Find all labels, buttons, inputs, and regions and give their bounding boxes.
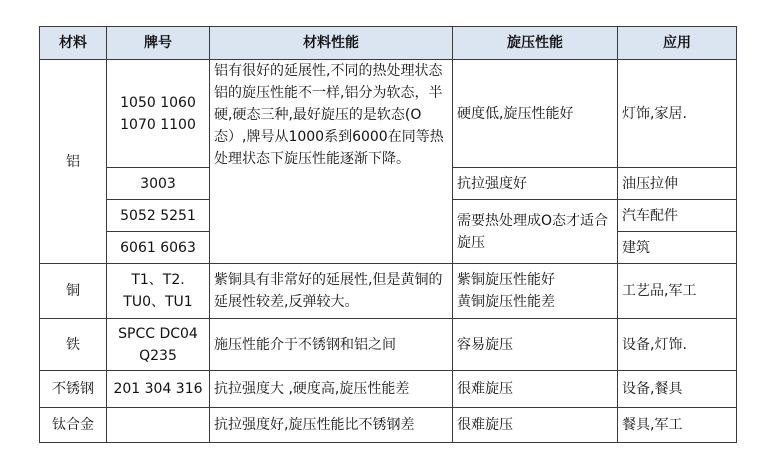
table-row xyxy=(40,264,737,319)
spinning-cell: 硬度低,旋压性能好 xyxy=(453,60,618,168)
grade-cell: 6061 6063 xyxy=(107,232,210,264)
spinning-cell: 很难旋压 xyxy=(453,371,618,408)
spinning-cell: 需要热处理成O态才适合旋压 xyxy=(453,200,618,264)
application-cell: 油压拉伸 xyxy=(618,168,737,200)
material-cell-iron: 铁 xyxy=(40,319,107,371)
spinning-cell: 紫铜旋压性能好 黄铜旋压性能差 xyxy=(453,264,618,319)
application-cell: 餐具,军工 xyxy=(618,408,737,443)
material-cell-stainless: 不锈钢 xyxy=(40,371,107,408)
grade-cell: 201 304 316 xyxy=(107,371,210,408)
table-row xyxy=(40,408,737,443)
grade-cell xyxy=(107,408,210,443)
header-grade: 牌号 xyxy=(107,27,210,60)
application-cell: 灯饰,家居. xyxy=(618,60,737,168)
properties-cell: 紫铜具有非常好的延展性,但是黄铜的延展性较差,反弹较大。 xyxy=(210,264,453,319)
application-cell: 汽车配件 xyxy=(618,200,737,232)
material-cell-copper: 铜 xyxy=(40,264,107,319)
table-row xyxy=(40,319,737,371)
spinning-cell: 很难旋压 xyxy=(453,408,618,443)
application-cell: 工艺品,军工 xyxy=(618,264,737,319)
grade-cell: T1、T2. TU0、TU1 xyxy=(107,264,210,319)
properties-cell-aluminum: 铝有很好的延展性,不同的热处理状态铝的旋压性能不一样,铝分为软态，半硬,硬态三种,最好旋压的是软态(O态）,牌号从1000系到6000在同等热处理状态下旋压性能逐渐下降。 xyxy=(210,60,453,264)
spinning-cell: 抗拉强度好 xyxy=(453,168,618,200)
spinning-cell: 容易旋压 xyxy=(453,319,618,371)
header-application: 应用 xyxy=(618,27,737,60)
grade-cell: 5052 5251 xyxy=(107,200,210,232)
header-spinning: 旋压性能 xyxy=(453,27,618,60)
materials-table xyxy=(39,26,737,443)
application-cell: 设备,餐具 xyxy=(618,371,737,408)
properties-cell: 抗拉强度大 ,硬度高,旋压性能差 xyxy=(210,371,453,408)
header-material: 材料 xyxy=(40,27,107,60)
header-row xyxy=(40,27,737,60)
table-row xyxy=(40,60,737,168)
application-cell: 设备,灯饰. xyxy=(618,319,737,371)
grade-cell: 3003 xyxy=(107,168,210,200)
grade-cell: SPCC DC04 Q235 xyxy=(107,319,210,371)
grade-cell: 1050 1060 1070 1100 xyxy=(107,60,210,168)
properties-cell: 抗拉强度好,旋压性能比不锈钢差 xyxy=(210,408,453,443)
table-row xyxy=(40,371,737,408)
properties-cell: 施压性能介于不锈钢和铝之间 xyxy=(210,319,453,371)
header-properties: 材料性能 xyxy=(210,27,453,60)
material-cell-titanium: 钛合金 xyxy=(40,408,107,443)
material-cell-aluminum: 铝 xyxy=(40,60,107,264)
application-cell: 建筑 xyxy=(618,232,737,264)
